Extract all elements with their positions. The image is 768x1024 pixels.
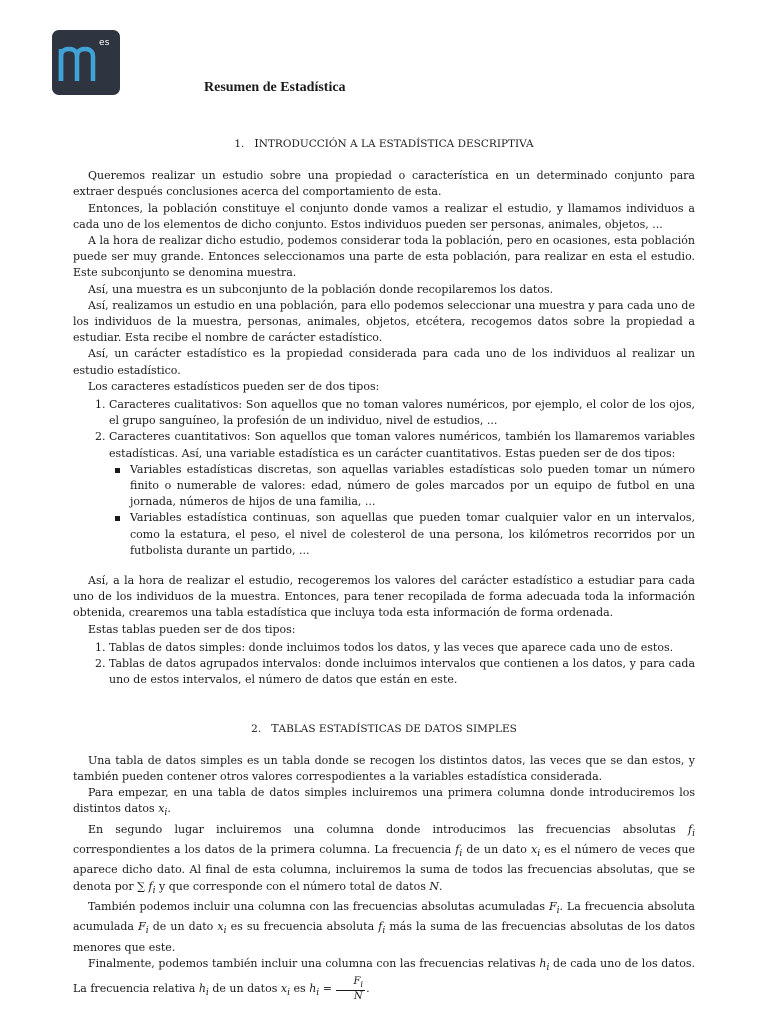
paragraph: Así, realizamos un estudio en una población, para ello podemos seleccionar una muestra y para cada uno de los individuos de la muestra, personas, animales, objetos, etcétera, recogemos datos sobre la propiedad a estudiar. Esta recibe el nombre de carácter estadístico. bbox=[73, 298, 695, 345]
document-body bbox=[73, 136, 695, 1002]
paragraph: Entonces, la población constituye el conjunto donde vamos a realizar el estudio, y llamamos individuos a cada uno de los elementos de dicho conjunto. Estos individuos pueden ser personas, animales, objetos, ... bbox=[73, 201, 695, 231]
paragraph: Finalmente, podemos también incluir una columna con las frecuencias relativas $h_i$ de cada uno de los datos. La frecuencia relativa $h_i$ de un datos $x_i$ es $h_i$ = $\frac{F_i}{N}$ . bbox=[73, 957, 696, 1003]
paragraph: Una tabla de datos simples es un tabla donde se recogen los distintos datos, las veces que se dan estos, y también pueden contener otros valores correspodientes a la variables estadística considerada. bbox=[73, 753, 695, 783]
paragraph: Estas tablas pueden ser de dos tipos: bbox=[88, 622, 296, 636]
section-number: 1. bbox=[234, 138, 245, 150]
paragraph: Queremos realizar un estudio sobre una propiedad o característica en un determinado conjunto para extraer después conclusiones acerca del comportamiento de esta. bbox=[73, 169, 695, 199]
document-title: Resumen de Estadística bbox=[204, 80, 346, 95]
character-types-list bbox=[73, 397, 695, 559]
paragraph: También podemos incluir una columna con las frecuencias absolutas acumuladas $F_i$. La frecuencia absoluta acumulada $F_i$ de un dato $x_i$ es su frecuencia absoluta $f_i$ más la suma de las frecuencias absolutas de los datos menores que este. bbox=[73, 900, 696, 954]
paragraph: Para empezar, en una tabla de datos simples incluiremos una primera columna donde introduciremos los distintos datos $x_i$. bbox=[73, 786, 695, 819]
logo bbox=[52, 30, 120, 95]
list-item: 2. Caracteres cuantitativos: Son aquellos que toman valores numéricos, también los llamaremos variables estadísticas. Así, una variable estadística es un carácter cuantitativos. Estas pueden ser de dos tipos: Variables estadísticas discretas, son aquellas variables estadísticas solo pueden tomar un número finito o numerable de valores: edad, número de goles marcados por un equipo de futbol en una jornada, números de hijos de una familia, ... Variables estadística continuas, son aquellas que pueden tomar cualquier valor en un intervalos, como la estatura, el peso, el nivel de colesterol de una persona, los kilómetros recorridos por un futbolista durante un partido, ... bbox=[109, 429, 695, 559]
paragraph: Los caracteres estadísticos pueden ser de dos tipos: bbox=[88, 379, 380, 393]
fraction-formula: $\frac{F_i}{N}$ bbox=[336, 976, 365, 1002]
section-number: 2. bbox=[251, 722, 262, 735]
section-1-heading: 1. INTRODUCCIÓN A LA ESTADÍSTICA DESCRIPTIVA bbox=[234, 137, 534, 150]
paragraph: A la hora de realizar dicho estudio, podemos considerar toda la población, pero en ocasiones, esta población puede ser muy grande. Entonces seleccionamos una parte de esta población, para realizar en esta el estudio. Este subconjunto se denomina muestra. bbox=[73, 234, 695, 280]
paragraph: En segundo lugar incluiremos una columna donde introducimos las frecuencias absolutas $f_i$ correspondientes a los datos de la primera columna. La frecuencia $f_i$ de un dato $x_i$ es el número de veces que aparece dicho dato. Al final de esta columna, incluiremos la suma de todos las frecuencias absolutas, que se denota por ∑ $f_i$ y que corresponde con el número total de datos N. bbox=[73, 822, 696, 896]
logo-superscript: es bbox=[99, 38, 110, 48]
list-item: 1. Caracteres cualitativos: Son aquellos que no toman valores numéricos, por ejemplo, el color de los ojos, el grupo sanguíneo, la profesión de un individuo, nivel de estudios, ... bbox=[109, 397, 695, 429]
table-types-list bbox=[73, 640, 695, 689]
list-item: Variables estadísticas discretas, son aquellas variables estadísticas solo pueden tomar un número finito o numerable de valores: edad, número de goles marcados por un equipo de futbol en una jornada, números de hijos de una familia, ... bbox=[127, 462, 695, 511]
paragraph: Así, un carácter estadístico es la propiedad considerada para cada uno de los individuos al realizar un estudio estadístico. bbox=[73, 347, 695, 377]
list-item: 2. Tablas de datos agrupados intervalos: donde incluimos intervalos que contienen a los datos, y para cada uno de estos intervalos, el número de datos que están en este. bbox=[109, 656, 695, 688]
variable-types-list bbox=[109, 462, 695, 559]
paragraph: Así, una muestra es un subconjunto de la población donde recopilaremos los datos. bbox=[88, 282, 554, 296]
paragraph: Así, a la hora de realizar el estudio, recogeremos los valores del carácter estadístico a estudiar para cada uno de los individuos de la muestra. Entonces, para tener recopilada de forma adecuada toda la información obtenida, crearemos una tabla estadística que incluya toda esta información de forma ordenada. bbox=[73, 574, 695, 620]
list-item: Variables estadística continuas, son aquellas que pueden tomar cualquier valor en un intervalos, como la estatura, el peso, el nivel de colesterol de una persona, los kilómetros recorridos por un futbolista durante un partido, ... bbox=[127, 510, 695, 559]
list-item: 1. Tablas de datos simples: donde incluimos todos los datos, y las veces que aparece cada uno de estos. bbox=[109, 640, 695, 656]
section-2-heading: 2. TABLAS ESTADÍSTICAS DE DATOS SIMPLES bbox=[251, 721, 517, 735]
